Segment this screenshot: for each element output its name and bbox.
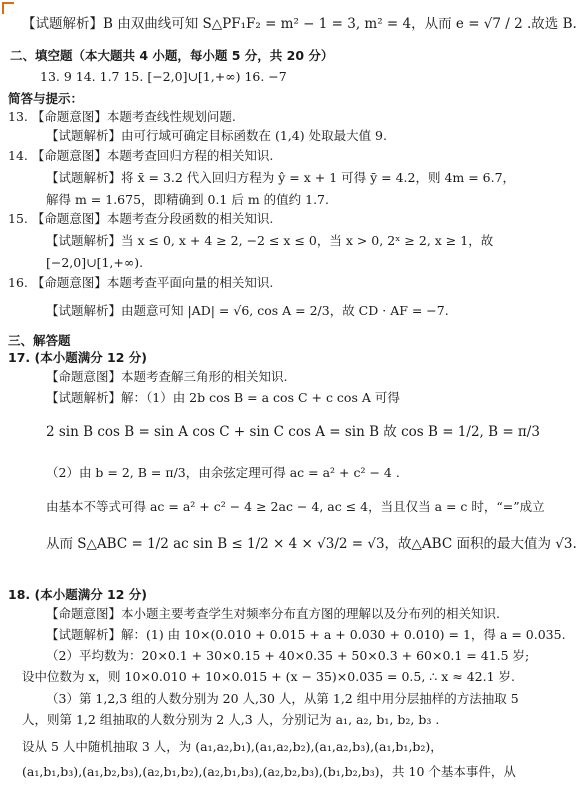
text-line: （2）由 b = 2, B = π/3，由余弦定理可得 ac = a² + c² − 4 .	[46, 465, 400, 480]
text-line: 18. (本小题满分 12 分)	[8, 587, 148, 602]
text-line: 14. 【命题意图】本题考查回归方程的相关知识.	[8, 148, 274, 163]
text-line: 【试题解析】当 x ≤ 0, x + 4 ≥ 2, −2 ≤ x ≤ 0，当 x > 0, 2ˣ ≥ 2, x ≥ 1，故	[46, 233, 494, 248]
text-line: 16. 【命题意图】本题考查平面向量的相关知识.	[8, 275, 274, 290]
text-line: 【命题意图】本题考查解三角形的相关知识.	[46, 369, 288, 384]
text-line: 【试题解析】将 x̄ = 3.2 代入回归方程为 ŷ = x + 1 可得 ȳ = 4.2，则 4m = 6.7，	[46, 170, 516, 185]
text-line: 简答与提示：	[8, 91, 84, 106]
text-line: 2 sin B cos B = sin A cos C + sin C cos A = sin B 故 cos B = 1/2, B = π/3	[46, 424, 540, 440]
text-line: 从而 S△ABC = 1/2 ac sin B ≤ 1/2 × 4 × √3/2 = √3，故△ABC 面积的最大值为 √3.	[46, 536, 577, 552]
text-line: 17. (本小题满分 12 分)	[8, 350, 148, 365]
text-line: 【命题意图】本小题主要考查学生对频率分布直方图的理解以及分布列的相关知识.	[46, 606, 500, 621]
text-line: 人，则第 1,2 组抽取的人数分别为 2 人,3 人，分别记为 a₁, a₂, b₁, b₂, b₃ .	[22, 712, 440, 727]
text-line: [−2,0]∪[1,+∞).	[46, 255, 144, 270]
expand-corner-icon[interactable]	[2, 2, 14, 14]
text-line: 【试题解析】解：（1）由 2b cos B = a cos C + c cos A 可得	[46, 390, 400, 405]
text-line: 【试题解析】由题意可知 |AD| = √6, cos A = 2/3，故 CD · AF = −7.	[46, 303, 449, 318]
text-line: 13. 【命题意图】本题考查线性规划问题.	[8, 109, 236, 124]
text-line: 三、解答题	[8, 333, 71, 348]
text-line: （2）平均数为：20×0.1 + 30×0.15 + 40×0.35 + 50×0.3 + 60×0.1 = 41.5 岁;	[46, 648, 530, 663]
text-line: 设中位数为 x，则 10×0.010 + 10×0.015 + (x − 35)×0.035 = 0.5, ∴ x ≈ 42.1 岁.	[22, 669, 515, 684]
text-line: 由基本不等式可得 ac = a² + c² − 4 ≥ 2ac − 4, ac ≤ 4，当且仅当 a = c 时，“=”成立	[46, 499, 545, 514]
text-line: 【试题解析】B 由双曲线可知 S△PF₁F₂ = m² − 1 = 3, m² = 4，从而 e = √7 / 2 .故选 B.	[22, 16, 577, 32]
text-line: 设从 5 人中随机抽取 3 人，为 (a₁,a₂,b₁),(a₁,a₂,b₂),(a₁,a₂,b₃),(a₁,b₁,b₂)，	[22, 739, 443, 754]
text-line: (a₁,b₁,b₃),(a₁,b₂,b₃),(a₂,b₁,b₂),(a₂,b₁,b₃),(a₂,b₂,b₃),(b₁,b₂,b₃)，共 10 个基本事件，从	[22, 764, 516, 779]
text-line: 【试题解析】由可行域可确定目标函数在 (1,4) 处取最大值 9.	[46, 128, 387, 143]
text-line: 二、填空题（本大题共 4 小题，每小题 5 分，共 20 分）	[10, 48, 334, 63]
text-line: 13. 9 14. 1.7 15. [−2,0]∪[1,+∞) 16. −7	[40, 69, 287, 84]
text-line: 【试题解析】解：(1) 由 10×(0.010 + 0.015 + a + 0.030 + 0.010) = 1，得 a = 0.035.	[46, 627, 566, 642]
text-line: 15. 【命题意图】本题考查分段函数的相关知识.	[8, 211, 274, 226]
text-line: （3）第 1,2,3 组的人数分别为 20 人,30 人，从第 1,2 组中用分层抽样的方法抽取 5	[46, 691, 519, 706]
text-line: 解得 m = 1.675，即精确到 0.1 后 m 的值约 1.7.	[46, 192, 329, 207]
